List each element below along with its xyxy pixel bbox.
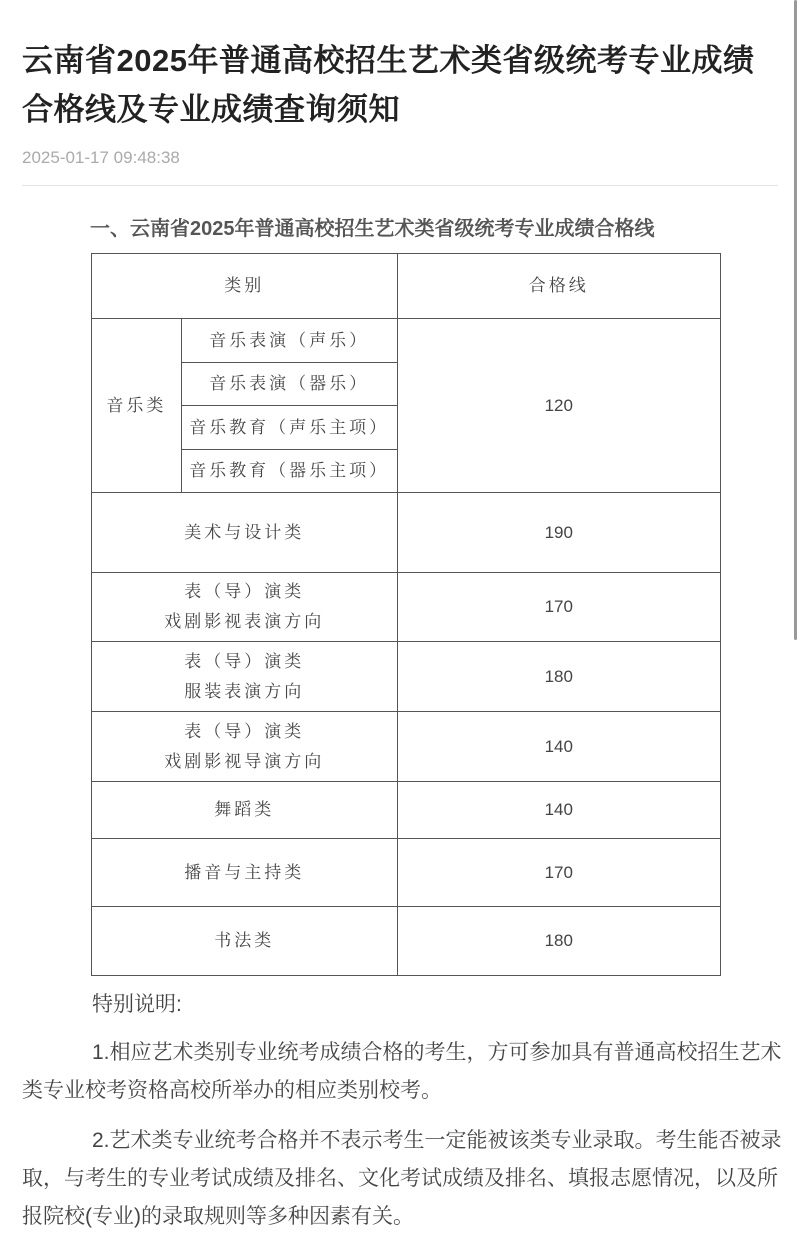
music-sub-category: 音乐表演（声乐） — [181, 319, 397, 363]
category-cell — [92, 782, 398, 839]
section-heading: 一、云南省2025年普通高校招生艺术类省级统考专业成绩合格线 — [90, 218, 655, 240]
category-cell — [92, 839, 398, 907]
music-group-label: 音乐类 — [92, 319, 182, 493]
score-cell: 190 — [397, 493, 720, 573]
article-title: 云南省2025年普通高校招生艺术类省级统考专业成绩合格线及专业成绩查询须知 — [22, 43, 755, 127]
category-cell — [92, 642, 398, 712]
category-subline: 戏剧影视表演方向 — [164, 612, 325, 631]
category-line: 表（导）演类 — [184, 651, 305, 671]
category-cell — [92, 907, 398, 976]
table-row — [92, 839, 721, 907]
score-cell: 170 — [397, 839, 720, 907]
music-sub-category: 音乐教育（器乐主项） — [181, 450, 397, 493]
music-sub-category: 音乐表演（器乐） — [181, 363, 397, 406]
music-sub-category: 音乐教育（声乐主项） — [181, 406, 397, 450]
table-row — [92, 319, 721, 363]
note-item: 2.艺术类专业统考合格并不表示考生一定能被该类专业录取。考生能否被录取，与考生的专业考试成绩及排名、文化考试成绩及排名、填报志愿情况，以及所报院校(专业)的录取规则等多种因素有关。 — [22, 1129, 782, 1228]
note-item: 1.相应艺术类别专业统考成绩合格的考生，方可参加具有普通高校招生艺术类专业校考资格高校所举办的相应类别校考。 — [22, 1041, 782, 1102]
table-row — [92, 782, 721, 839]
header-score: 合格线 — [397, 254, 720, 319]
scrollbar[interactable] — [794, 0, 797, 640]
music-score: 120 — [397, 319, 720, 493]
divider — [22, 185, 778, 186]
table-header-row — [92, 254, 721, 319]
header-category: 类别 — [92, 254, 398, 319]
category-cell — [92, 493, 398, 573]
category-cell — [92, 712, 398, 782]
category-line: 书法类 — [214, 931, 275, 950]
table-row — [92, 493, 721, 573]
special-notes — [22, 986, 782, 1248]
score-cell: 180 — [397, 907, 720, 976]
category-line: 表（导）演类 — [184, 721, 305, 741]
table-row — [92, 907, 721, 976]
score-cell: 140 — [397, 712, 720, 782]
category-cell — [92, 573, 398, 642]
table-row — [92, 642, 721, 712]
table-row — [92, 573, 721, 642]
score-cell: 180 — [397, 642, 720, 712]
score-cell: 140 — [397, 782, 720, 839]
category-line: 美术与设计类 — [184, 522, 305, 542]
category-subline: 戏剧影视导演方向 — [164, 751, 325, 771]
category-subline: 服装表演方向 — [184, 681, 305, 701]
publish-timestamp: 2025-01-17 09:48:38 — [22, 148, 180, 167]
passing-score-table — [91, 253, 721, 976]
notes-heading: 特别说明: — [92, 993, 182, 1016]
category-line: 舞蹈类 — [214, 800, 275, 819]
table-row — [92, 712, 721, 782]
category-line: 表（导）演类 — [184, 582, 305, 601]
score-cell: 170 — [397, 573, 720, 642]
category-line: 播音与主持类 — [184, 862, 305, 882]
